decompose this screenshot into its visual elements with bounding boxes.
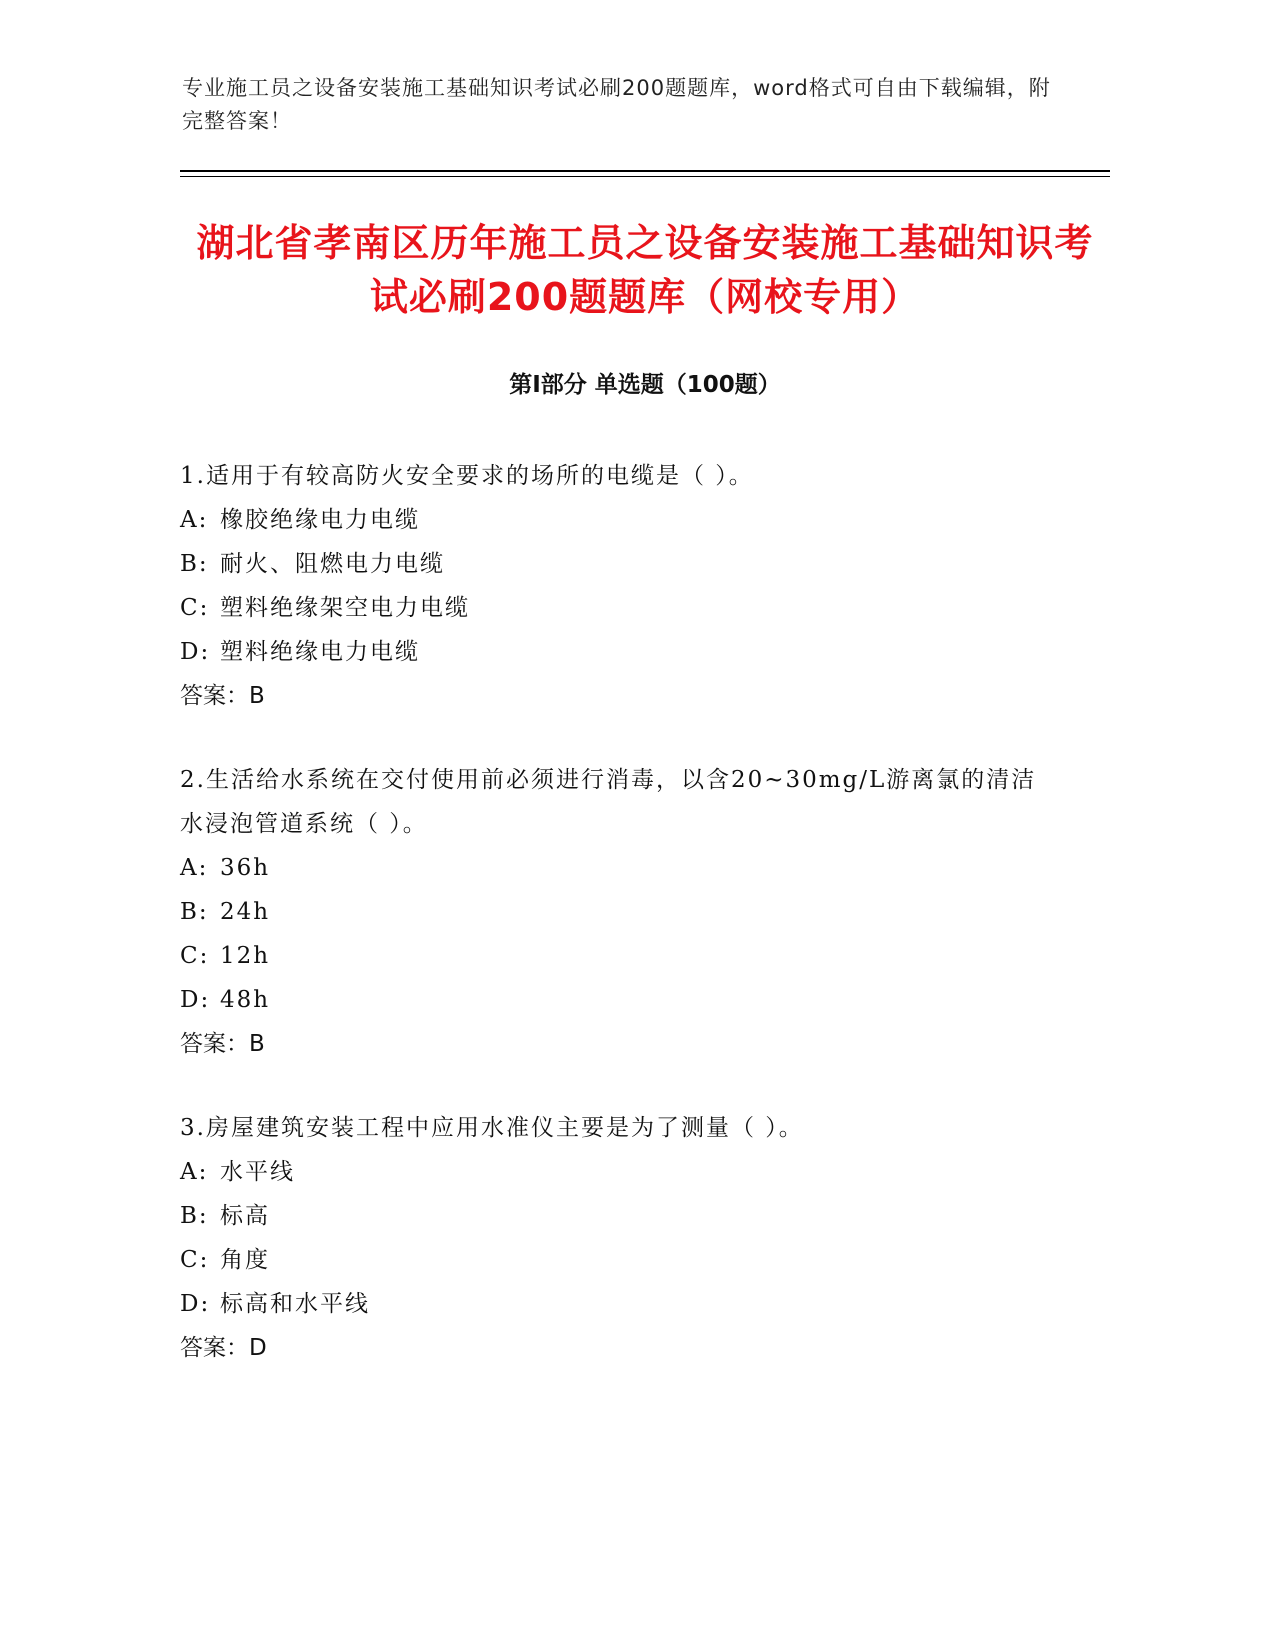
option-d	[180, 978, 1040, 1022]
option-a	[180, 1150, 1040, 1194]
answer-line: 答案：B	[180, 683, 265, 709]
option-text: 48h	[220, 987, 271, 1013]
option-text: 耐火、阻燃电力电缆	[220, 551, 445, 577]
option-letter: B:	[180, 1203, 209, 1229]
option-letter: C:	[180, 943, 210, 969]
option-letter: A:	[180, 507, 209, 533]
question-stem: 3.房屋建筑安装工程中应用水准仪主要是为了测量（ ）。	[180, 1115, 804, 1141]
option-text: 标高和水平线	[220, 1291, 370, 1317]
header-note: 专业施工员之设备安装施工基础知识考试必刷200题题库，word格式可自由下载编辑，附完整答案！	[182, 76, 1051, 133]
option-letter: D:	[180, 987, 211, 1013]
option-c	[180, 586, 1040, 630]
option-letter: D:	[180, 639, 211, 665]
option-d	[180, 630, 1040, 674]
option-a	[180, 846, 1040, 890]
question-stem: 2.生活给水系统在交付使用前必须进行消毒，以含20~30mg/L游离氯的清洁水浸泡管道系统（ ）。	[180, 767, 1037, 837]
option-letter: C:	[180, 1247, 210, 1273]
option-text: 24h	[220, 899, 271, 925]
option-text: 水平线	[220, 1159, 295, 1185]
option-letter: B:	[180, 899, 209, 925]
option-text: 角度	[220, 1247, 270, 1273]
header-divider-thick	[180, 170, 1110, 172]
option-text: 标高	[220, 1203, 270, 1229]
option-b	[180, 1194, 1040, 1238]
option-letter: D:	[180, 1291, 211, 1317]
option-letter: A:	[180, 855, 209, 881]
answer-line: 答案：D	[180, 1335, 267, 1361]
option-c	[180, 934, 1040, 978]
option-text: 塑料绝缘电力电缆	[220, 639, 420, 665]
option-letter: A:	[180, 1159, 209, 1185]
question-stem: 1.适用于有较高防火安全要求的场所的电缆是（ ）。	[180, 463, 754, 489]
option-b	[180, 542, 1040, 586]
option-text: 12h	[220, 943, 271, 969]
question-1	[180, 454, 1040, 718]
option-a	[180, 498, 1040, 542]
option-d	[180, 1282, 1040, 1326]
option-b	[180, 890, 1040, 934]
question-3	[180, 1106, 1040, 1370]
header-divider-thin	[180, 176, 1110, 177]
option-c	[180, 1238, 1040, 1282]
answer-line: 答案：B	[180, 1031, 265, 1057]
question-2	[180, 758, 1040, 1066]
option-letter: C:	[180, 595, 210, 621]
document-title: 湖北省孝南区历年施工员之设备安装施工基础知识考试必刷200题题库（网校专用）	[196, 221, 1094, 319]
section-title: 第Ⅰ部分 单选题（100题）	[509, 372, 781, 398]
option-text: 塑料绝缘架空电力电缆	[220, 595, 470, 621]
option-text: 橡胶绝缘电力电缆	[220, 507, 420, 533]
option-text: 36h	[220, 855, 271, 881]
option-letter: B:	[180, 551, 209, 577]
